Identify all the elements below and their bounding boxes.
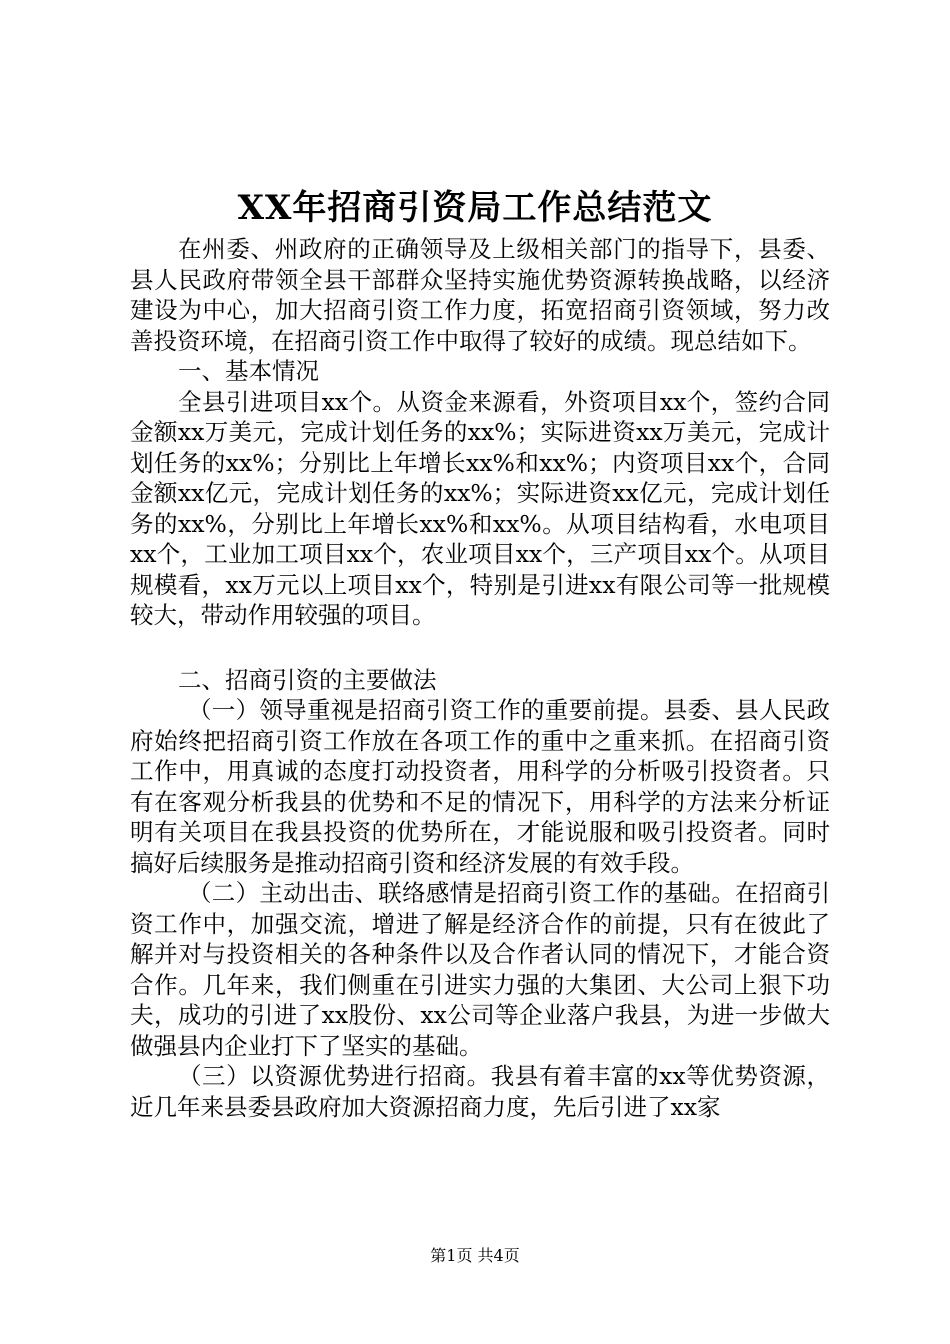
section-heading-basic: 一、基本情况 [178, 357, 319, 385]
method-item-1: （一）领导重视是招商引资工作的重要前提。县委、县人民政府始终把招商引资工作放在各项工作的重中之重来抓。在招商引资工作中，用真诚的态度打动投资者，用科学的分析吸引投资者。只有在客观分析我县的优势和不足的情况下，用科学的方法来分析证明有关项目在我县投资的优势所在，才能说服和吸引投资者。同时搞好后续服务是推动招商引资和经济发展的有效手段。 [130, 696, 830, 877]
method-item-3: （三）以资源优势进行招商。我县有着丰富的xx等优势资源，近几年来县委县政府加大资源招商力度，先后引进了xx家 [130, 1062, 830, 1121]
method-item-2: （二）主动出击、联络感情是招商引资工作的基础。在招商引资工作中，加强交流，增进了解是经济合作的前提，只有在彼此了解并对与投资相关的各种条件以及合作者认同的情况下，才能合资合作。几年来，我们侧重在引进实力强的大集团、大公司上狠下功夫，成功的引进了xx股份、xx公司等企业落户我县，为进一步做大做强县内企业打下了坚实的基础。 [130, 879, 830, 1060]
basic-situation-paragraph: 全县引进项目xx个。从资金来源看，外资项目xx个，签约合同金额xx万美元，完成计划任务的xx%；实际进资xx万美元，完成计划任务的xx%；分别比上年增长xx%和xx%；内资项目xx个，合同金额xx亿元，完成计划任务的xx%；实际进资xx亿元，完成计划任务的xx%，分别比上年增长xx%和xx%。从项目结构看，水电项目xx个，工业加工项目xx个，农业项目xx个，三产项目xx个。从项目规模看，xx万元以上项目xx个，特别是引进xx有限公司等一批规模较大，带动作用较强的项目。 [130, 387, 830, 629]
document-title: XX年招商引资局工作总结范文 [237, 188, 713, 228]
intro-paragraph: 在州委、州政府的正确领导及上级相关部门的指导下，县委、县人民政府带领全县干部群众坚持实施优势资源转换战略，以经济建设为中心，加大招商引资工作力度，拓宽招商引资领域，努力改善投资环境，在招商引资工作中取得了较好的成绩。现总结如下。 [130, 235, 830, 355]
section-heading-methods: 二、招商引资的主要做法 [178, 665, 437, 694]
page-number-footer: 第1页 共4页 [430, 1246, 520, 1265]
document-body [130, 234, 830, 1122]
